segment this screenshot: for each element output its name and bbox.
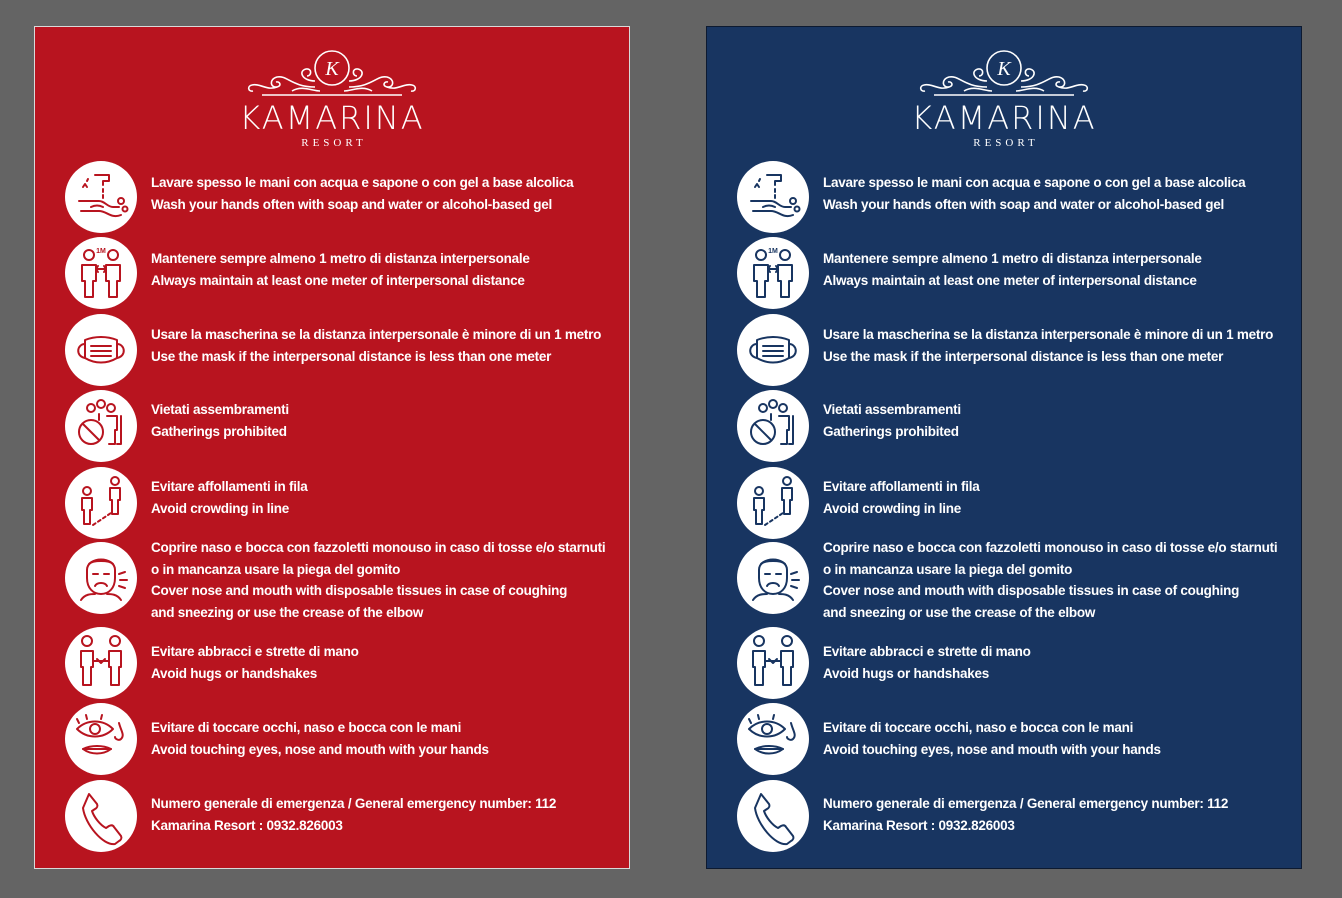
rule-icon-circle (65, 390, 137, 462)
rule-icon-circle (737, 627, 809, 699)
rule-line: Evitare affollamenti in fila (823, 479, 980, 494)
rule-line: Avoid hugs or handshakes (151, 665, 318, 681)
rule-text (151, 399, 619, 442)
phone-icon (71, 786, 131, 846)
rule-line: Lavare spesso le mani con acqua e sapone o con gel a base alcolica (823, 175, 1246, 190)
rule-text (151, 793, 619, 836)
mask-icon (743, 320, 803, 380)
rule-line: Kamarina Resort : 0932.826003 (823, 817, 1015, 833)
rule-text (823, 172, 1291, 215)
rule-icon-circle (65, 237, 137, 309)
rule-icon-circle (65, 703, 137, 775)
rule-line: Numero generale di emergenza / General emergency number: 112 (151, 796, 557, 811)
rule-line: Evitare di toccare occhi, naso e bocca con le mani (151, 720, 462, 735)
rule-text (151, 476, 619, 519)
rule-line: Coprire naso e bocca con fazzoletti monouso in caso di tosse e/o starnuti (823, 540, 1278, 555)
no-gathering-icon (71, 396, 131, 456)
hand-wash-icon (71, 167, 131, 227)
rule-icon-circle (65, 780, 137, 852)
logo-monogram: K (325, 58, 339, 80)
rule-line: Wash your hands often with soap and water or alcohol-based gel (823, 196, 1225, 212)
rule-line: Cover nose and mouth with disposable tissues in case of coughing (151, 583, 568, 598)
queue-icon (743, 473, 803, 533)
rule-line: Always maintain at least one meter of interpersonal distance (823, 272, 1197, 288)
rule-line: Evitare di toccare occhi, naso e bocca con le mani (823, 720, 1134, 735)
rule-text (823, 324, 1291, 367)
logo-subtitle: RESORT (301, 137, 367, 149)
rule-icon-circle (65, 161, 137, 233)
rule-icon-circle (737, 237, 809, 309)
rule-line: Gatherings prohibited (823, 423, 959, 439)
rule-line: Numero generale di emergenza / General emergency number: 112 (823, 796, 1229, 811)
rule-line: Vietati assembramenti (823, 402, 961, 417)
rule-line: Kamarina Resort : 0932.826003 (151, 817, 343, 833)
rule-icon-circle (65, 542, 137, 614)
distance-label: 1M (96, 248, 106, 255)
rule-line: Always maintain at least one meter of interpersonal distance (151, 272, 525, 288)
rule-line: Cover nose and mouth with disposable tissues in case of coughing (823, 583, 1240, 598)
mask-icon (71, 320, 131, 380)
rule-icon-circle (737, 161, 809, 233)
handshake-icon (743, 633, 803, 693)
rule-line: Avoid crowding in line (823, 500, 962, 516)
logo-name: KAMARINA (911, 99, 1097, 137)
rule-line: and sneezing or use the crease of the elbow (151, 604, 424, 620)
logo-ornament-icon (904, 41, 1104, 103)
rule-icon-circle (737, 780, 809, 852)
rule-line: Wash your hands often with soap and water or alcohol-based gel (151, 196, 553, 212)
rule-icon-circle (65, 314, 137, 386)
rule-icon-circle (737, 314, 809, 386)
rule-icon-circle (65, 467, 137, 539)
rule-text (151, 537, 619, 623)
resort-logo (707, 41, 1301, 150)
rule-text (151, 324, 619, 367)
rule-icon-circle (65, 627, 137, 699)
no-gathering-icon (743, 396, 803, 456)
rule-line: Usare la mascherina se la distanza interpersonale è minore di un 1 metro (151, 327, 602, 342)
rule-line: and sneezing or use the crease of the elbow (823, 604, 1096, 620)
logo-subtitle: RESORT (973, 137, 1039, 149)
distance-icon (743, 243, 803, 303)
face-touch-icon (743, 709, 803, 769)
resort-logo (35, 41, 629, 150)
rule-text (823, 537, 1291, 623)
rule-line: o in mancanza usare la piega del gomito (823, 561, 1073, 577)
logo-monogram: K (997, 58, 1011, 80)
rule-line: Evitare affollamenti in fila (151, 479, 308, 494)
poster-blue (706, 26, 1302, 869)
hand-wash-icon (743, 167, 803, 227)
rule-text (823, 399, 1291, 442)
rule-text (823, 248, 1291, 291)
rule-line: Avoid crowding in line (151, 500, 290, 516)
rule-line: Gatherings prohibited (151, 423, 287, 439)
sneeze-icon (743, 548, 803, 608)
rule-icon-circle (737, 390, 809, 462)
rule-text (823, 641, 1291, 684)
rule-line: Lavare spesso le mani con acqua e sapone o con gel a base alcolica (151, 175, 574, 190)
rule-line: Evitare abbracci e strette di mano (823, 644, 1031, 659)
rule-text (823, 717, 1291, 760)
queue-icon (71, 473, 131, 533)
sneeze-icon (71, 548, 131, 608)
rule-line: Mantenere sempre almeno 1 metro di distanza interpersonale (823, 251, 1202, 266)
rule-text (823, 476, 1291, 519)
rule-line: o in mancanza usare la piega del gomito (151, 561, 401, 577)
rule-line: Evitare abbracci e strette di mano (151, 644, 359, 659)
rule-text (151, 717, 619, 760)
rule-line: Use the mask if the interpersonal distance is less than one meter (823, 348, 1224, 364)
rule-icon-circle (737, 542, 809, 614)
rule-line: Usare la mascherina se la distanza interpersonale è minore di un 1 metro (823, 327, 1274, 342)
rule-line: Mantenere sempre almeno 1 metro di distanza interpersonale (151, 251, 530, 266)
logo-name: KAMARINA (239, 99, 425, 137)
rule-icon-circle (737, 703, 809, 775)
rule-text (823, 793, 1291, 836)
handshake-icon (71, 633, 131, 693)
rule-icon-circle (737, 467, 809, 539)
phone-icon (743, 786, 803, 846)
distance-icon (71, 243, 131, 303)
rule-line: Avoid touching eyes, nose and mouth with your hands (823, 741, 1161, 757)
rule-line: Vietati assembramenti (151, 402, 289, 417)
rule-text (151, 172, 619, 215)
rule-text (151, 248, 619, 291)
face-touch-icon (71, 709, 131, 769)
rule-line: Coprire naso e bocca con fazzoletti monouso in caso di tosse e/o starnuti (151, 540, 606, 555)
distance-label: 1M (768, 248, 778, 255)
rule-line: Avoid touching eyes, nose and mouth with your hands (151, 741, 489, 757)
logo-ornament-icon (232, 41, 432, 103)
poster-red (34, 26, 630, 869)
rule-line: Avoid hugs or handshakes (823, 665, 990, 681)
rule-text (151, 641, 619, 684)
rule-line: Use the mask if the interpersonal distance is less than one meter (151, 348, 552, 364)
